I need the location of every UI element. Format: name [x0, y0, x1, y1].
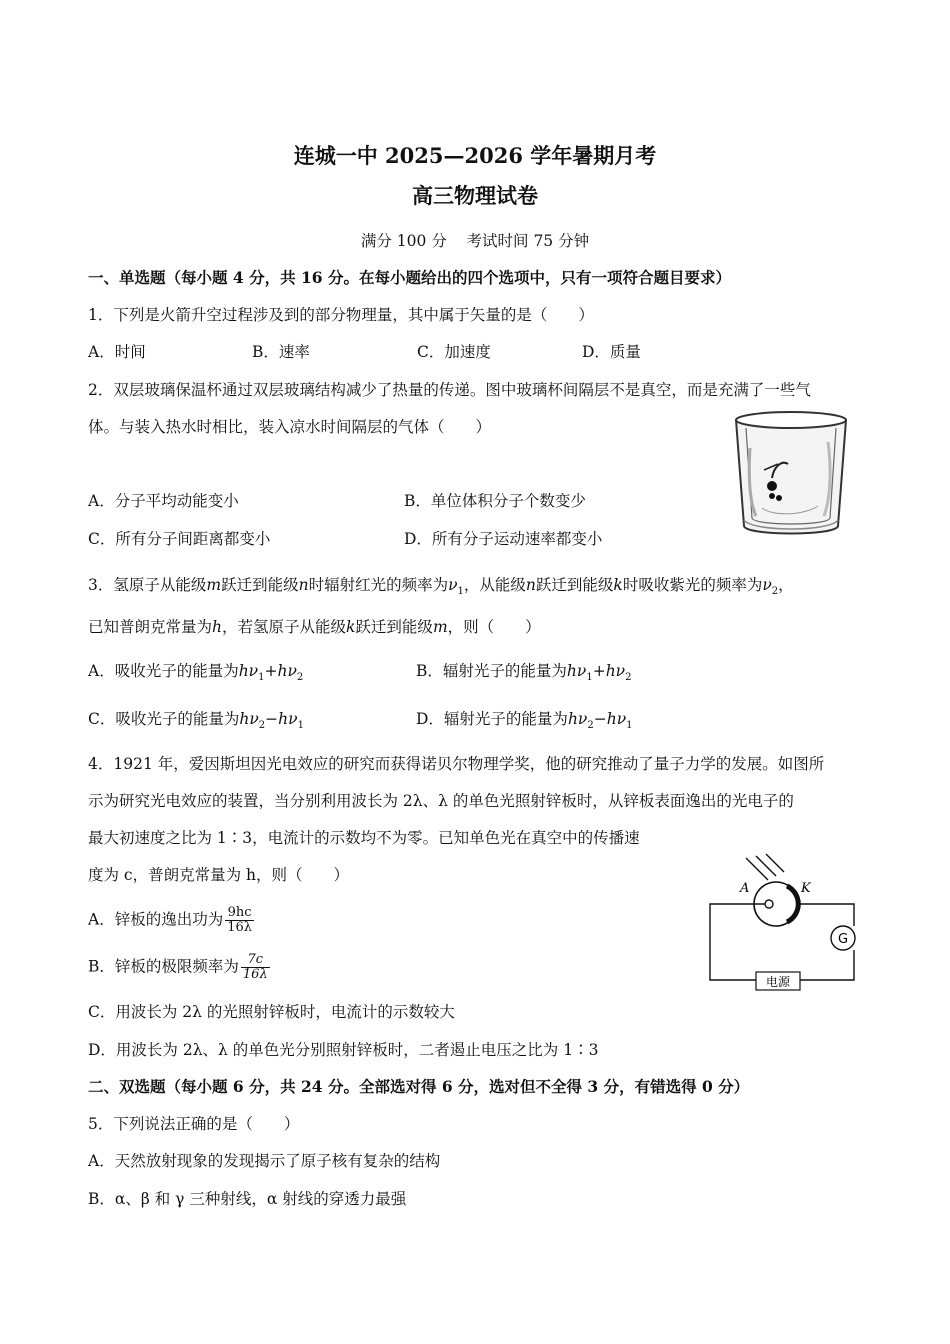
label-g: G: [837, 932, 849, 947]
exam-subtitle: 高三物理试卷: [412, 183, 538, 208]
q5-stem: 5．下列说法正确的是（ ）: [88, 1115, 300, 1133]
photoelectric-circuit-figure: [700, 852, 866, 992]
q4-option-a: A．锌板的逸出功为 $\frac{9hc}{16\lambda}$: [88, 905, 252, 935]
exam-info: 满分 100 分 考试时间 75 分钟: [360, 232, 590, 250]
q2-option-c: C．所有分子间距离都变小: [88, 530, 271, 548]
q2-option-a: A．分子平均动能变小: [88, 492, 239, 510]
q4-option-b: B．锌板的极限频率为 $\frac{7c}{16\lambda}$: [88, 952, 268, 982]
q5-option-a: A．天然放射现象的发现揭示了原子核有复杂的结构: [88, 1152, 441, 1170]
q2-stem-line2: 体。与装入热水时相比，装入凉水时间隔层的气体（ ）: [88, 418, 492, 436]
q1-option-d: D．质量: [582, 343, 641, 361]
q2-option-b: B．单位体积分子个数变少: [404, 492, 586, 510]
q4-stem-line1: 4．1921 年，爱因斯坦因光电效应的研究而获得诺贝尔物理学奖，他的研究推动了量子力学的发展。如图所: [88, 755, 825, 773]
q3-option-b: B．辐射光子的能量为$h\nu_1+h\nu_2$: [416, 662, 632, 684]
q4-option-c: C．用波长为 2λ 的光照射锌板时，电流计的示数较大: [88, 1003, 455, 1021]
q4-option-d: D．用波长为 2λ、λ 的单色光分别照射锌板时，二者遏止电压之比为 1∶3: [88, 1041, 599, 1059]
q3-option-d: D．辐射光子的能量为$h\nu_2-h\nu_1$: [416, 710, 633, 732]
q2-stem-line1: 2．双层玻璃保温杯通过双层玻璃结构减少了热量的传递。图中玻璃杯间隔层不是真空，而是充满了一些气: [88, 381, 811, 399]
label-a: A: [740, 881, 750, 896]
exam-title: 连城一中 2025—2026 学年暑期月考: [293, 143, 657, 168]
q4-stem-line4: 度为 c，普朗克常量为 h，则（ ）: [88, 866, 350, 884]
q3-option-c: C．吸收光子的能量为$h\nu_2-h\nu_1$: [88, 710, 304, 732]
q1-stem: 1．下列是火箭升空过程涉及到的部分物理量，其中属于矢量的是（ ）: [88, 306, 594, 324]
double-wall-cup-figure: [732, 408, 850, 540]
q3-stem-line2: 已知普朗克常量为h，若氢原子从能级k跃迁到能级m，则（ ）: [88, 618, 541, 636]
q3-option-a: A．吸收光子的能量为$h\nu_1+h\nu_2$: [88, 662, 304, 684]
section2-heading: 二、双选题（每小题 6 分，共 24 分。全部选对得 6 分，选对但不全得 3 分，有错选得 0 分）: [88, 1077, 750, 1096]
q5-option-b: B．α、β 和 γ 三种射线，α 射线的穿透力最强: [88, 1190, 407, 1208]
q1-option-c: C．加速度: [417, 343, 491, 361]
q1-option-a: A．时间: [88, 343, 146, 361]
q1-option-b: B．速率: [252, 343, 310, 361]
section1-heading: 一、单选题（每小题 4 分，共 16 分。在每小题给出的四个选项中，只有一项符合题目要求）: [88, 268, 731, 287]
q3-stem-line1: 3．氢原子从能级m跃迁到能级n时辐射红光的频率为$\nu_1$，从能级n跃迁到能级k时吸收紫光的频率为$\nu_2$，: [88, 576, 794, 598]
label-power-source: 电源: [765, 975, 791, 989]
label-k: K: [801, 881, 811, 896]
q2-option-d: D．所有分子运动速率都变小: [404, 530, 603, 548]
q4-stem-line3: 最大初速度之比为 1∶3，电流计的示数均不为零。已知单色光在真空中的传播速: [88, 829, 640, 847]
q4-option-b-fraction: $\frac{7c}{16\lambda}$: [242, 952, 268, 982]
q4-option-a-fraction: $\frac{9hc}{16\lambda}$: [227, 905, 252, 935]
q4-stem-line2: 示为研究光电效应的装置，当分别利用波长为 2λ、λ 的单色光照射锌板时，从锌板表面逸出的光电子的: [88, 792, 794, 810]
